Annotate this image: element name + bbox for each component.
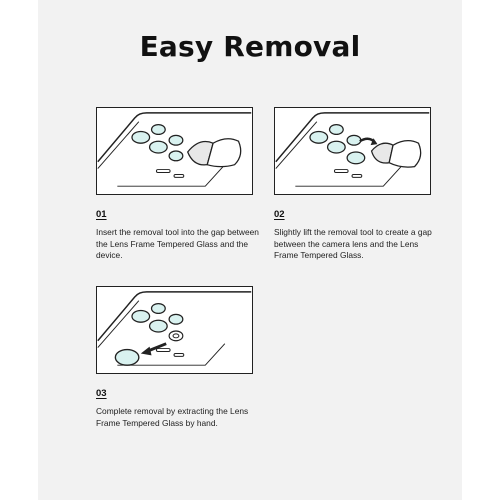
step-1-description: Insert the removal tool into the gap between the Lens Frame Tempered Glass and the device. [96,227,259,260]
step-1-number: 01 [96,209,107,220]
glass-extract-illustration [97,287,252,373]
removal-tool-lift-illustration [275,108,430,194]
step-1-illustration [96,107,253,195]
step-2-illustration [274,107,431,195]
step-3-illustration [96,286,253,374]
removal-tool-insert-illustration [97,108,252,194]
step-2-description: Slightly lift the removal tool to create a gap between the camera lens and the Lens Frame Tempered Glass. [274,227,432,260]
step-3-description: Complete removal by extracting the Lens Frame Tempered Glass by hand. [96,406,249,428]
step-3-number: 03 [96,388,107,399]
step-2-number: 02 [274,209,285,220]
page-title: Easy Removal [139,30,361,63]
